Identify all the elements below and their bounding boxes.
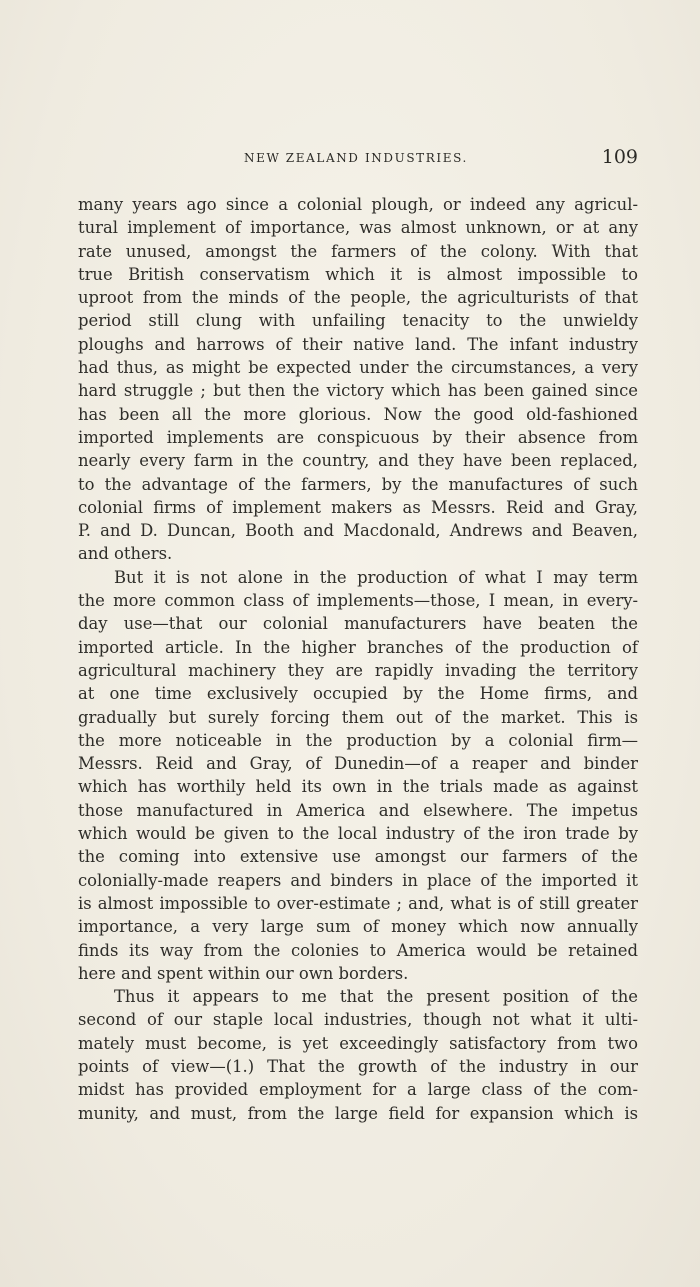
text-line: nearly every farm in the country, and they have been replaced, — [78, 451, 638, 471]
text-line: true British conservatism which it is almost impossible to — [78, 264, 638, 284]
text-line: here and spent within our own borders. — [78, 963, 409, 983]
text-line: many years ago since a colonial plough, or indeed any agricul- — [78, 195, 638, 214]
paragraph-first-line: But it is not alone in the production of what I may term — [114, 567, 638, 587]
text-line: those manufactured in America and elsewhere. The impetus — [78, 800, 638, 820]
text-line: colonial firms of implement makers as Messrs. Reid and Gray, — [78, 497, 638, 517]
text-line: P. and D. Duncan, Booth and Macdonald, Andrews and Beaven, — [78, 521, 638, 541]
text-line: agricultural machinery they are rapidly invading the territory — [78, 660, 638, 680]
body-text — [78, 193, 638, 1125]
text-line: which has worthily held its own in the trials made as against — [78, 777, 638, 797]
text-line: Messrs. Reid and Gray, of Dunedin—of a reaper and binder — [78, 754, 638, 774]
text-line: points of view—(1.) That the growth of the industry in our — [78, 1056, 638, 1076]
text-line: the coming into extensive use amongst our farmers of the — [78, 847, 638, 867]
text-line: imported implements are conspicuous by their absence from — [78, 427, 638, 447]
text-line: colonially-made reapers and binders in place of the imported it — [78, 870, 638, 890]
text-line: rate unused, amongst the farmers of the colony. With that — [78, 241, 638, 261]
text-line: munity, and must, from the large field for expansion which is — [78, 1103, 638, 1123]
text-line: period still clung with unfailing tenacity to the unwieldy — [78, 311, 638, 331]
text-line: ploughs and harrows of their native land. The infant industry — [78, 334, 638, 354]
text-line: at one time exclusively occupied by the Home firms, and — [78, 684, 638, 704]
text-line: tural implement of importance, was almost unknown, or at any — [78, 218, 638, 238]
text-line: imported article. In the higher branches of the production of — [78, 637, 638, 657]
text-line: day use—that our colonial manufacturers have beaten the — [78, 614, 638, 634]
text-line: and others. — [78, 544, 173, 564]
text-line: to the advantage of the farmers, by the manufactures of such — [78, 474, 638, 494]
running-head — [78, 146, 638, 170]
text-line: midst has provided employment for a large class of the com- — [78, 1080, 638, 1100]
text-line: the more noticeable in the production by a colonial firm— — [78, 730, 638, 750]
paragraph-first-line: Thus it appears to me that the present position of the — [114, 987, 638, 1007]
text-line: second of our staple local industries, though not what it ulti- — [78, 1010, 638, 1030]
text-line: had thus, as might be expected under the circumstances, a very — [78, 358, 638, 378]
text-line: gradually but surely forcing them out of the market. This is — [78, 707, 638, 727]
text-line: uproot from the minds of the people, the agriculturists of that — [78, 288, 638, 308]
text-line: which would be given to the local industry of the iron trade by — [78, 824, 638, 844]
running-title: NEW ZEALAND INDUSTRIES. — [244, 151, 468, 165]
text-line: importance, a very large sum of money which now annually — [78, 917, 638, 937]
page-number: 109 — [601, 146, 638, 168]
text-line: hard struggle ; but then the victory which has been gained since — [78, 381, 638, 401]
text-line: is almost impossible to over-estimate ; and, what is of still greater — [78, 893, 638, 913]
text-line: has been all the more glorious. Now the good old-fashioned — [78, 404, 638, 424]
text-line: the more common class of implements—those, I mean, in every- — [78, 591, 638, 611]
text-line: finds its way from the colonies to America would be retained — [78, 940, 638, 960]
text-line: mately must become, is yet exceedingly satisfactory from two — [78, 1033, 638, 1053]
